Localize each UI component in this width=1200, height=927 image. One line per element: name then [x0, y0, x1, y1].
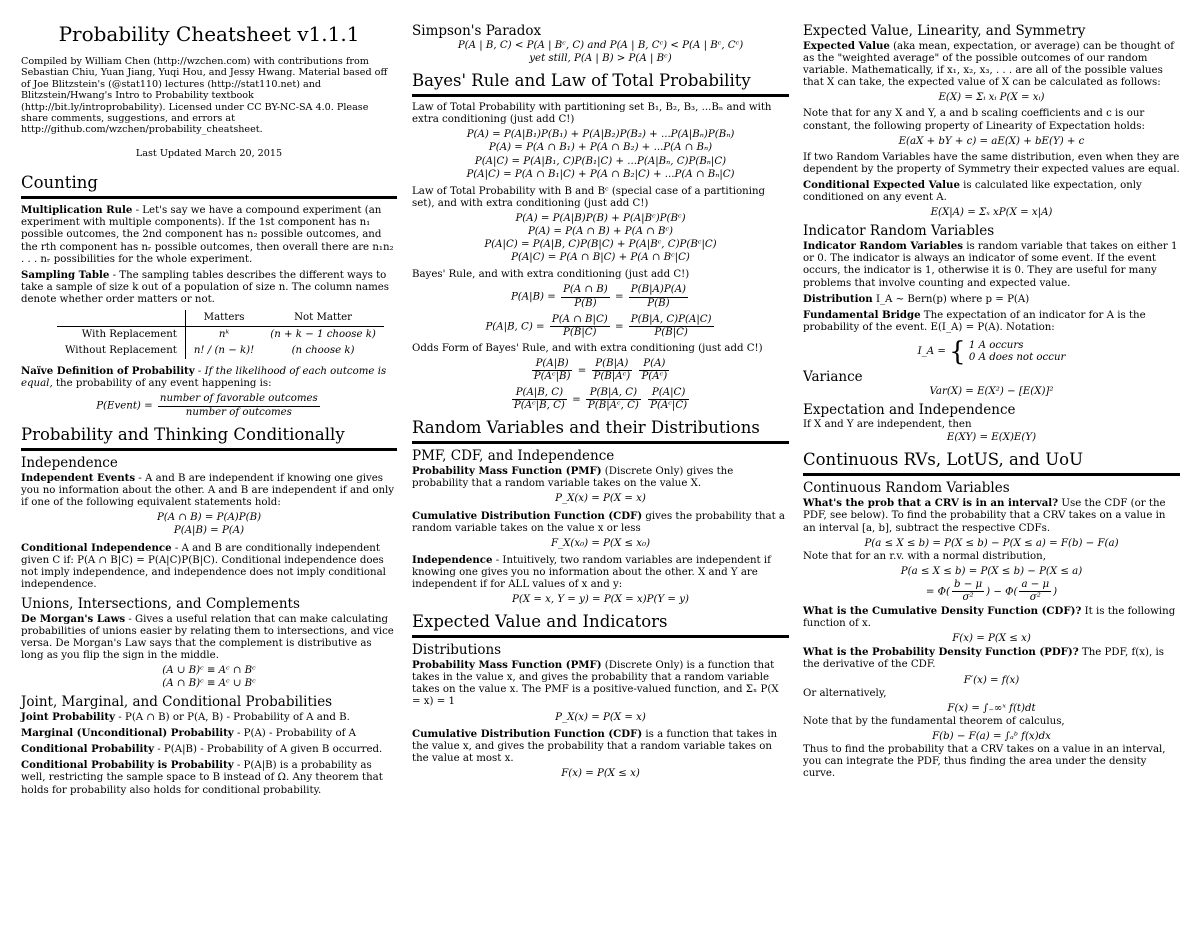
- fraction: [952, 579, 984, 604]
- sampling-table-text: [21, 269, 397, 306]
- numerator: P(B|A, C): [586, 387, 641, 400]
- equation: P(X = x, Y = y) = P(X = x)P(Y = y): [512, 594, 689, 606]
- equation: E(X|A) = Σₓ xP(X = x|A): [930, 207, 1053, 219]
- brace-icon: {: [949, 336, 966, 367]
- odds-equation-1: [412, 358, 789, 383]
- ev-heading: Expected Value and Indicators: [412, 612, 789, 638]
- term: What is the Probability Density Function (PDF)?: [803, 646, 1079, 659]
- bayes-heading: Bayes' Rule and Law of Total Probability: [412, 71, 789, 97]
- term: Cumulative Distribution Function (CDF): [412, 509, 643, 522]
- desc: - Let's say we have a compound experiment (an experiment with multiple components). If the 1st component has n₁ possible outcomes, the 2nd component has n₂ possible outcomes, and the rth component has nᵣ possible outcomes, then overall there are n₁n₂ . . . nᵣ possibilities for the whole experiment.: [21, 205, 394, 265]
- desc: The PDF, f(x), is the derivative of the CDF.: [803, 647, 1164, 671]
- desc: - P(A|B) - Probability of A given B occurred.: [154, 744, 383, 756]
- numerator: P(A|C): [648, 387, 689, 400]
- column-2: [412, 14, 789, 784]
- desc: - P(A) - Probability of A: [233, 728, 357, 740]
- equation: P(A ∩ B) = P(A)P(B): [156, 511, 262, 523]
- denominator: P(Aᶜ): [641, 370, 668, 382]
- case-row: 0 A does not occur: [968, 351, 1066, 363]
- term: Naïve Definition of Probability: [21, 365, 195, 378]
- fraction: [512, 387, 567, 412]
- term: Fundamental Bridge: [803, 308, 921, 321]
- numerator: P(A ∩ B|C): [550, 314, 610, 327]
- row-header: With Replacement: [81, 329, 177, 341]
- eq-part: ) − Φ(: [986, 586, 1018, 598]
- term: Independent Events: [21, 471, 136, 484]
- term: Conditional Probability: [21, 743, 155, 756]
- fraction: [158, 393, 320, 418]
- odds-equation-2: [412, 387, 789, 412]
- equation: P(A) = P(A ∩ B) + P(A ∩ Bᶜ): [527, 226, 674, 238]
- fraction: [586, 387, 641, 412]
- numerator: P(A|B, C): [512, 387, 567, 400]
- term: Conditional Expected Value: [803, 178, 960, 191]
- bayes-equation-1: [412, 284, 789, 309]
- de-morgan: [21, 613, 397, 662]
- eq-lhs: I_A =: [917, 345, 946, 357]
- denominator: P(B|C): [563, 326, 597, 338]
- numerator: P(B|A): [592, 358, 633, 371]
- cdf-definition-2: [412, 728, 789, 765]
- naive-equation: [21, 393, 397, 418]
- desc: - The sampling tables describes the different ways to take a sample of size k out of a population of size n. The column names denote whether order matters or not.: [21, 269, 390, 305]
- numerator: P(B|A)P(A): [629, 284, 688, 297]
- desc: the probability of any event happening is:: [52, 378, 272, 390]
- desc: (Discrete Only) gives the probability that a random variable takes on the value X.: [412, 466, 734, 490]
- fraction: [629, 314, 714, 339]
- numerator: b − μ: [952, 579, 984, 592]
- intro-text: Compiled by William Chen (http://wzchen.com) with contributions from Sebastian Chiu, Yuan Jiang, Yuqi Hou, and Jessy Hwang. Material based off of Joe Blitzstein's (@stat110) lectures (http://stat110.net) and Blitzstein/Hwang's Intro to Probability textbook (http://bit.ly/introprobability). Licensed under CC BY-NC-SA 4.0. Please share comments, suggestions, and errors at http://github.com/wzchen/probability_cheatsheet.: [21, 56, 388, 136]
- independent-events: [21, 472, 397, 509]
- equation: P(A|C) = P(A ∩ B₁|C) + P(A ∩ B₂|C) + ...P(A ∩ Bₙ|C): [466, 168, 735, 180]
- desc: is random variable that takes on either 1 or 0. The indicator is always an indicator of some event. If the event occurs, the indicator is 1, otherwise it is 0. They are useful for many problems that involve counting and expected value.: [803, 241, 1178, 289]
- desc: is a function that takes in the value x, and gives the probability that a random variable takes on the value at most x.: [412, 728, 778, 764]
- numerator: number of favorable outcomes: [158, 393, 320, 406]
- last-updated: Last Updated March 20, 2015: [135, 147, 283, 159]
- col-header: Matters: [185, 310, 262, 327]
- eq-lhs: P(A|B, C) =: [485, 321, 545, 333]
- equation: P(a ≤ X ≤ b) = P(X ≤ b) − P(X ≤ a): [900, 565, 1083, 577]
- ev-linearity-heading: Expected Value, Linearity, and Symmetry: [803, 23, 1086, 39]
- equation: P_X(x) = P(X = x): [555, 711, 646, 723]
- multiplication-rule: [21, 204, 397, 265]
- equation: F′(x) = f(x): [963, 674, 1020, 686]
- cond-prob-is-prob: [21, 759, 397, 796]
- cases: [969, 340, 1065, 364]
- denominator: P(B|C): [654, 326, 688, 338]
- page-title: Probability Cheatsheet v1.1.1: [58, 22, 360, 46]
- joint-probability: [21, 711, 397, 724]
- equation: F(x) = P(X ≤ x): [952, 633, 1031, 645]
- desc: - A and B are conditionally independent given C if: P(A ∩ B|C) = P(A|C)P(B|C). Conditional independence does not imply independence, and independence does not imply conditional independence.: [21, 543, 386, 591]
- fraction: [561, 284, 610, 309]
- term: Indicator Random Variables: [803, 240, 963, 253]
- pmf-definition: [412, 465, 789, 490]
- desc: - P(A|B) is a probability as well, restricting the sample space to B instead of Ω. Any theorem that holds for probability also holds for conditional probability.: [21, 760, 383, 796]
- final-text: Thus to find the probability that a CRV takes on a value in an interval, you can integrate the PDF, thus finding the area under the density curve.: [803, 744, 1166, 780]
- term: Joint Probability: [21, 711, 116, 724]
- term: What is the Cumulative Density Function (CDF)?: [803, 605, 1082, 618]
- equation: P_X(x) = P(X = x): [555, 493, 646, 505]
- independence-subheading: Independence: [21, 454, 118, 471]
- denominator: number of outcomes: [185, 406, 292, 418]
- fraction: [629, 284, 688, 309]
- desc: - A and B are independent if knowing one gives you no information about the other. A and B are independent if and only if one of the following equivalent statements hold:: [21, 472, 395, 508]
- desc: (Discrete Only) is a function that takes in the value x, and gives the probability that a random variable takes on the value x. The PMF is a positive-valued function, and Σₓ P(X = x) = 1: [412, 660, 779, 708]
- equation: F(b) − F(a) = ∫ₐᵇ f(x)dx: [932, 730, 1051, 742]
- indicator-heading: Indicator Random Variables: [803, 223, 995, 240]
- indicator-definition: [803, 240, 1180, 289]
- counting-heading: Counting: [21, 173, 397, 199]
- term: Independence: [412, 553, 493, 566]
- equation: P(A|C) = P(A ∩ B|C) + P(A ∩ Bᶜ|C): [511, 252, 690, 264]
- denominator: σ²: [1029, 592, 1041, 603]
- table-cell: (n + k − 1 choose k): [270, 329, 376, 341]
- fraction: [592, 358, 633, 383]
- simpson-heading: Simpson's Paradox: [412, 23, 542, 39]
- equation: P(A|C) = P(A|B, C)P(B|C) + P(A|Bᶜ, C)P(Bᶜ|C): [484, 239, 717, 251]
- fraction: [1019, 579, 1051, 604]
- col-header: Not Matter: [262, 310, 384, 327]
- denominator: P(B|Aᶜ, C): [587, 400, 639, 412]
- desc: is calculated like expectation, only conditioned on any event A.: [803, 179, 1142, 204]
- equation: P(A|B) = P(A): [173, 525, 245, 537]
- equation: F(x) = P(X ≤ x): [561, 767, 640, 779]
- eq-sign: =: [614, 321, 624, 333]
- conditional-independence: [21, 542, 397, 591]
- ftc-text: Note that by the fundamental theorem of calculus,: [803, 715, 1065, 727]
- bayes-rule-text: Bayes' Rule, and with extra conditioning (just add C!): [412, 269, 690, 281]
- desc: - Gives a useful relation that can make calculating probabilities of unions easier by relating them to intersections, and vice versa. De Morgan's Law says that the complement is distributive as long as you flip the sign in the middle.: [21, 613, 394, 661]
- fraction: [648, 387, 689, 412]
- denominator: σ²: [962, 592, 974, 603]
- eq-sign: =: [614, 292, 624, 303]
- table-corner: [57, 310, 185, 327]
- indicator-distribution: [803, 293, 1180, 306]
- eq-part: ): [1053, 586, 1058, 598]
- column-3: [803, 14, 1180, 783]
- eq-part: = Φ(: [925, 586, 950, 598]
- equation: P(A) = P(A|B)P(B) + P(A|Bᶜ)P(Bᶜ): [515, 212, 686, 224]
- cdf-definition: [412, 510, 789, 535]
- bayes-equation-2: [412, 314, 789, 339]
- numerator: P(A): [639, 358, 669, 371]
- exp-independence-text: If X and Y are independent, then: [803, 419, 972, 431]
- unions-subheading: Unions, Intersections, and Complements: [21, 595, 300, 612]
- expected-value: [803, 40, 1180, 89]
- term: What's the prob that a CRV is in an interval?: [803, 497, 1059, 510]
- term: Probability Mass Function (PMF): [412, 465, 602, 478]
- alt-text: Or alternatively,: [803, 687, 887, 699]
- numerator: P(B|A, C)P(A|C): [629, 314, 714, 327]
- column-1: [21, 14, 397, 800]
- marginal-probability: [21, 727, 397, 740]
- term: Marginal (Unconditional) Probability: [21, 727, 234, 740]
- fraction: [550, 314, 610, 339]
- equation: P(A) = P(A ∩ B₁) + P(A ∩ B₂) + ...P(A ∩ Bₙ): [488, 142, 713, 154]
- equation: P(A|C) = P(A|B₁, C)P(B₁|C) + ...P(A|Bₙ, C)P(Bₙ|C): [474, 155, 727, 167]
- crv-subheading: Continuous Random Variables: [803, 480, 1010, 497]
- eq-lhs: P(A|B) =: [510, 292, 556, 303]
- desc: The expectation of an indicator for A is the probability of the event. E(I_A) = P(A). Notation:: [803, 309, 1146, 333]
- term: Sampling Table: [21, 268, 110, 281]
- denominator: P(Aᶜ|B): [533, 370, 571, 382]
- desc: Use the CDF (or the PDF, see below). To find the probability that a CRV takes on a value in an interval [a, b], subtract the respective CDFs.: [803, 498, 1166, 534]
- rv-heading: Random Variables and their Distributions: [412, 418, 789, 444]
- equation: F(x) = ∫₋∞ˣ f(t)dt: [947, 702, 1036, 714]
- rv-independence: [412, 554, 789, 591]
- exp-independence-heading: Expectation and Independence: [803, 402, 1016, 419]
- indicator-cases: [803, 336, 1180, 367]
- denominator: P(Aᶜ|C): [650, 400, 688, 412]
- table-cell: (n choose k): [291, 345, 355, 357]
- conditional-heading: Probability and Thinking Conditionally: [21, 425, 397, 451]
- equation: (A ∩ B)ᶜ ≡ Aᶜ ∪ Bᶜ: [162, 677, 256, 689]
- denominator: P(B|Aᶜ): [593, 370, 631, 382]
- crv-interval: [803, 497, 1180, 534]
- numerator: P(A|B): [532, 358, 573, 371]
- term: Expected Value: [803, 40, 890, 52]
- ltp-text: Law of Total Probability with partitioning set B₁, B₂, B₃, ...Bₙ and with extra conditioning (just add C!): [412, 102, 772, 126]
- case-row: 1 A occurs: [968, 339, 1024, 351]
- row-header: Without Replacement: [65, 345, 177, 357]
- variance-heading: Variance: [803, 369, 863, 386]
- fraction: [639, 358, 669, 383]
- sampling-table: [57, 310, 384, 359]
- equation: P(a ≤ X ≤ b) = P(X ≤ b) − P(X ≤ a) = F(b) − F(a): [864, 537, 1119, 549]
- fraction: [532, 358, 573, 383]
- equation: (A ∪ B)ᶜ ≡ Aᶜ ∩ Bᶜ: [162, 664, 256, 676]
- desc: - P(A ∩ B) or P(A, B) - Probability of A and B.: [115, 712, 350, 724]
- term: Conditional Probability is Probability: [21, 759, 234, 772]
- conditional-ev: [803, 179, 1180, 204]
- denominator: P(Aᶜ|B, C): [513, 400, 565, 412]
- eq-lhs: P(Event) =: [96, 401, 153, 413]
- symmetry-text: If two Random Variables have the same distribution, even when they are dependent by the property of Symmetry their expected values are equal.: [803, 151, 1180, 175]
- distributions-subheading: Distributions: [412, 642, 502, 659]
- cdf-question: [803, 605, 1180, 630]
- denominator: P(B): [574, 297, 597, 309]
- equation: yet still, P(A | B) > P(A | Bᶜ): [529, 53, 672, 65]
- desc: (aka mean, expectation, or average) can be thought of as the "weighted average" of the possible outcomes of our random variable. Mathematically, if x₁, x₂, x₃, . . . are all of the possible values that X can take, the expected value of X can be calculated as follows:: [803, 41, 1174, 89]
- normal-note: Note that for an r.v. with a normal distribution,: [803, 550, 1046, 562]
- equation: P(A) = P(A|B₁)P(B₁) + P(A|B₂)P(B₂) + ...P(A|Bₙ)P(Bₙ): [466, 129, 735, 141]
- pmf-definition-2: [412, 659, 789, 708]
- desc: gives the probability that a random variable takes on the value x or less: [412, 510, 785, 534]
- pdf-question: [803, 646, 1180, 671]
- numerator: P(A ∩ B): [561, 284, 610, 297]
- fundamental-bridge: [803, 309, 1180, 334]
- crv-heading: Continuous RVs, LotUS, and UoU: [803, 450, 1180, 476]
- equation: P(A | B, C) < P(A | Bᶜ, C) and P(A | B, Cᶜ) < P(A | Bᶜ, Cᶜ): [457, 40, 744, 51]
- joint-subheading: Joint, Marginal, and Conditional Probabilities: [21, 694, 333, 711]
- term: De Morgan's Laws: [21, 612, 126, 625]
- linearity-text: Note that for any X and Y, a and b scaling coefficients and c is our constant, the following property of Linearity of Expectation holds:: [803, 108, 1145, 132]
- table-cell: n! / (n − k)!: [185, 343, 262, 359]
- table-cell: nᵏ: [185, 327, 262, 344]
- equation: E(XY) = E(X)E(Y): [946, 432, 1037, 444]
- conditional-probability: [21, 743, 397, 756]
- desc-italic: - If the likelihood of each outcome is equal,: [21, 366, 387, 390]
- desc: I_A ∼ Bern(p) where p = P(A): [872, 293, 1030, 305]
- eq-sign: =: [572, 394, 581, 406]
- term: Distribution: [803, 292, 873, 305]
- denominator: P(B): [647, 297, 670, 309]
- desc: - Intuitively, two random variables are independent if knowing one gives you no information about the other. X and Y are independent if for ALL values of x and y:: [412, 554, 771, 590]
- term: Conditional Independence: [21, 542, 172, 555]
- term: Multiplication Rule: [21, 204, 133, 217]
- equation: F_X(x₀) = P(X ≤ x₀): [550, 537, 651, 549]
- ltp2-text: Law of Total Probability with B and Bᶜ (special case of a partitioning set), and with extra conditioning (just add C!): [412, 185, 766, 209]
- odds-text: Odds Form of Bayes' Rule, and with extra conditioning (just add C!): [412, 342, 763, 354]
- naive-definition: [21, 365, 397, 390]
- term: Cumulative Distribution Function (CDF): [412, 727, 643, 740]
- eq-sign: =: [577, 365, 587, 377]
- equation: Var(X) = E(X²) − [E(X)]²: [929, 386, 1054, 398]
- pmf-cdf-subheading: PMF, CDF, and Independence: [412, 448, 615, 465]
- normal-phi-equation: [803, 579, 1180, 604]
- term: Probability Mass Function (PMF): [412, 659, 602, 672]
- equation: E(aX + bY + c) = aE(X) + bE(Y) + c: [898, 135, 1085, 147]
- numerator: a − μ: [1019, 579, 1051, 592]
- desc: It is the following function of x.: [803, 606, 1176, 630]
- equation: E(X) = Σᵢ xᵢ P(X = xᵢ): [938, 92, 1045, 104]
